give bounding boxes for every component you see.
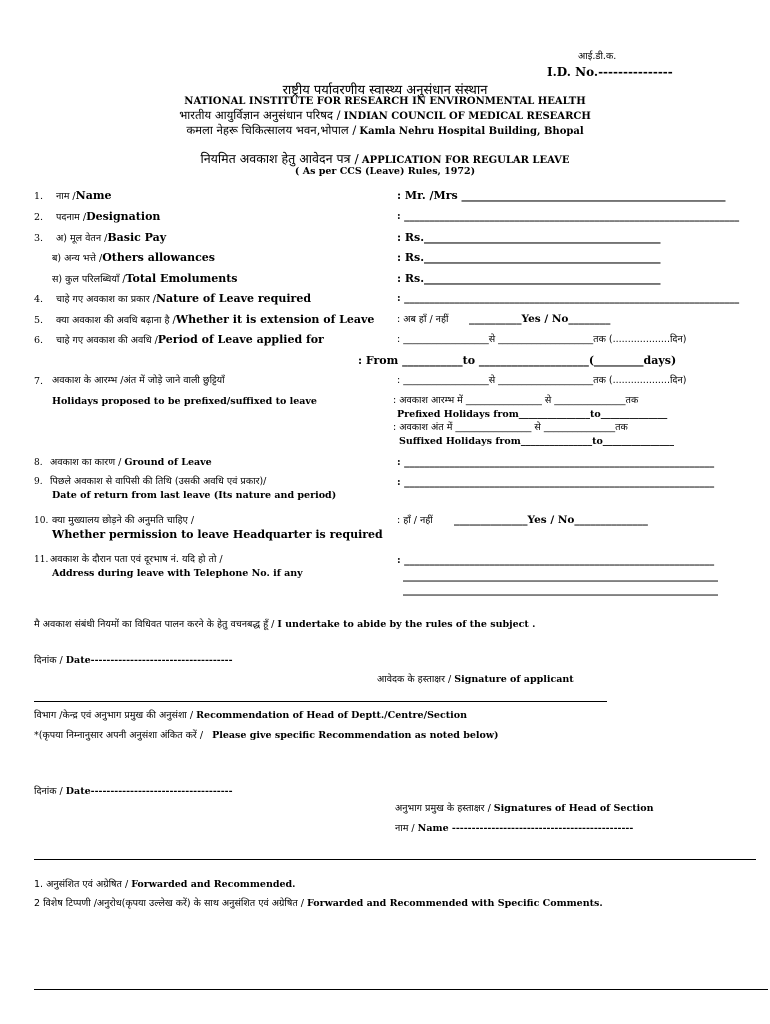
address-field-line-2[interactable]: _______________________________________________________________ [403, 571, 718, 582]
forwarding-line-1: 1. अनुसंशित एवं अग्रेषित / Forwarded and Recommended. [34, 879, 296, 890]
basic-pay-field[interactable]: : Rs.___________________________________________ [397, 231, 661, 244]
id-number-field[interactable]: I.D. No.--------------- [547, 65, 673, 79]
suffix-holidays-hindi-field[interactable]: : अवकाश अंत में ________________ से _______________तक [393, 422, 628, 433]
address-field-line-1[interactable]: : ______________________________________________________________ [397, 555, 715, 566]
field-8-label: अवकाश का कारण / Ground of Leave [50, 457, 212, 468]
head-date-field[interactable]: दिनांक / Date------------------------------------ [34, 786, 233, 797]
field-5-label: क्या अवकाश की अवधि बढ़ाना है /Whether it is extension of Leave [56, 313, 375, 326]
field-1-label: नाम /Name [56, 189, 112, 202]
field-3-number: 3. [34, 233, 44, 244]
address-hindi: कमला नेहरू चिकित्सालय भवन,भोपाल / [186, 123, 357, 137]
field-4-number: 4. [34, 294, 44, 305]
field-8-number: 8. [34, 458, 43, 468]
holidays-period-field[interactable]: : __________________से ____________________तक (...................दिन) [397, 375, 687, 386]
name-field[interactable]: : Mr. /Mrs ________________________________________________ [397, 189, 726, 202]
extension-hindi-choice: : अब हाँ / नहीं [397, 314, 449, 325]
leave-period-field[interactable]: : __________________से ____________________तक (...................दिन) [397, 334, 687, 345]
field-2-label: पदनाम /Designation [56, 210, 161, 223]
prefix-holidays-hindi-field[interactable]: : अवकाश आरम्भ में ________________ से _______________तक [393, 395, 639, 406]
leave-from-to-field[interactable]: : From ___________to ____________________(_________days) [358, 354, 677, 367]
form-title-english: APPLICATION FOR REGULAR LEAVE [361, 155, 570, 166]
field-2-number: 2. [34, 212, 44, 223]
undertaking: मै अवकाश संबंधी नियमों का विधिवत पालन करने के हेतु वचनबद्ध हूँ / I undertake to abide by the rules of the subject . [34, 619, 536, 630]
field-9-label-english: Date of return from last leave (Its nature and period) [52, 490, 337, 501]
leave-nature-field[interactable]: : ___________________________________________________________________ [397, 293, 740, 304]
headquarter-yes-no-field[interactable]: ______________Yes / No______________ [454, 514, 648, 526]
field-7-number: 7. [34, 376, 44, 387]
address-field-line-3[interactable]: _______________________________________________________________ [403, 585, 718, 596]
institute-name-hindi: राष्ट्रीय पर्यावरणीय स्वास्थ्य अनुसंधान संस्थान [282, 83, 488, 98]
address-line [0, 123, 770, 138]
recommendation-heading: विभाग /केन्द्र एवं अनुभाग प्रमुख की अनुसंशा / Recommendation of Head of Deptt./Centre/Section [34, 710, 468, 721]
headquarter-hindi-choice: : हाँ / नहीं [397, 515, 433, 526]
field-10-label-hindi: क्या मुख्यालय छोड़ने की अनुमति चाहिए / [52, 515, 195, 526]
address-english: Kamla Nehru Hospital Building, Bhopal [359, 126, 584, 137]
rules-reference: ( As per CCS (Leave) Rules, 1972) [294, 166, 476, 177]
field-9-number: 9. [34, 477, 43, 487]
head-signature-label: अनुभाग प्रमुख के हस्ताक्षर / Signatures of Head of Section [395, 803, 654, 814]
applicant-signature-label: आवेदक के हस्ताक्षर / Signature of applicant [377, 674, 574, 685]
forwarding-line-2: 2 विशेष टिप्पणी /अनुरोध(कृपया उल्लेख करें) के साथ अनुसंशित एवं अग्रेषित / Forwarded and Recommended with Specific Comments. [34, 898, 603, 909]
field-7-label-english: Holidays proposed to be prefixed/suffixed to leave [52, 396, 317, 407]
head-name-field[interactable]: नाम / Name ---------------------------------------------- [395, 823, 634, 834]
field-6-label: चाहे गए अवकाश की अवधि /Period of Leave applied for [56, 333, 324, 346]
field-4-label: चाहे गए अवकाश का प्रकार /Nature of Leave required [56, 292, 312, 305]
field-5-number: 5. [34, 315, 44, 326]
field-10-label-english: Whether permission to leave Headquarter is required [52, 528, 383, 541]
field-6-number: 6. [34, 335, 44, 346]
form-title-hindi: नियमित अवकाश हेतु आवेदन पत्र / [200, 151, 359, 166]
prefix-holidays-field[interactable]: Prefixed Holidays from_______________to______________ [397, 409, 668, 420]
footer-divider [34, 989, 768, 990]
field-3c-label: स) कुल परिलब्धियाँ /Total Emoluments [52, 272, 238, 285]
forwarding-divider [34, 859, 756, 860]
field-3b-label: ब) अन्य भत्ते /Others allowances [52, 251, 216, 264]
section-divider [34, 701, 607, 702]
suffix-holidays-field[interactable]: Suffixed Holidays from_______________to_______________ [399, 436, 675, 447]
institute-name-english: NATIONAL INSTITUTE FOR RESEARCH IN ENVIRONMENTAL HEALTH [184, 96, 586, 107]
council-english: INDIAN COUNCIL OF MEDICAL RESEARCH [343, 111, 591, 122]
leave-ground-field[interactable]: : ______________________________________________________________ [397, 457, 715, 468]
field-11-number: 11. [34, 555, 49, 565]
recommendation-note: *(कृपया निम्नानुसार अपनी अनुसंशा अंकित करें / Please give specific Recommendation as noted below) [34, 730, 499, 741]
council-line [0, 108, 770, 123]
field-7-label-hindi: अवकाश के आरम्भ /अंत में जोड़े जाने वाली छुट्टियाँ [52, 375, 225, 386]
allowances-field[interactable]: : Rs.___________________________________________ [397, 251, 661, 264]
field-1-number: 1. [34, 191, 44, 202]
hindi-id-label: आई.डी.क. [578, 51, 617, 62]
field-3-label: अ) मूल वेतन /Basic Pay [56, 231, 167, 244]
form-title [0, 150, 770, 167]
council-hindi: भारतीय आयुर्विज्ञान अनुसंधान परिषद / [179, 108, 341, 122]
field-11-label-english: Address during leave with Telephone No. if any [52, 568, 303, 579]
field-10-number: 10. [34, 516, 49, 526]
last-return-date-field[interactable]: : ______________________________________________________________ [397, 477, 715, 488]
designation-field[interactable]: : ___________________________________________________________________ [397, 211, 740, 222]
field-11-label-hindi: अवकाश के दौरान पता एवं दूरभाष नं. यदि हो तो / [50, 554, 223, 565]
field-9-label-hindi: पिछले अवकाश से वापिसी की तिथि (उसकी अवधि एवं प्रकार)/ [50, 476, 267, 487]
applicant-date-field[interactable]: दिनांक / Date------------------------------------ [34, 655, 233, 666]
emoluments-field[interactable]: : Rs.___________________________________________ [397, 272, 661, 285]
extension-yes-no-field[interactable]: __________Yes / No________ [469, 313, 611, 325]
